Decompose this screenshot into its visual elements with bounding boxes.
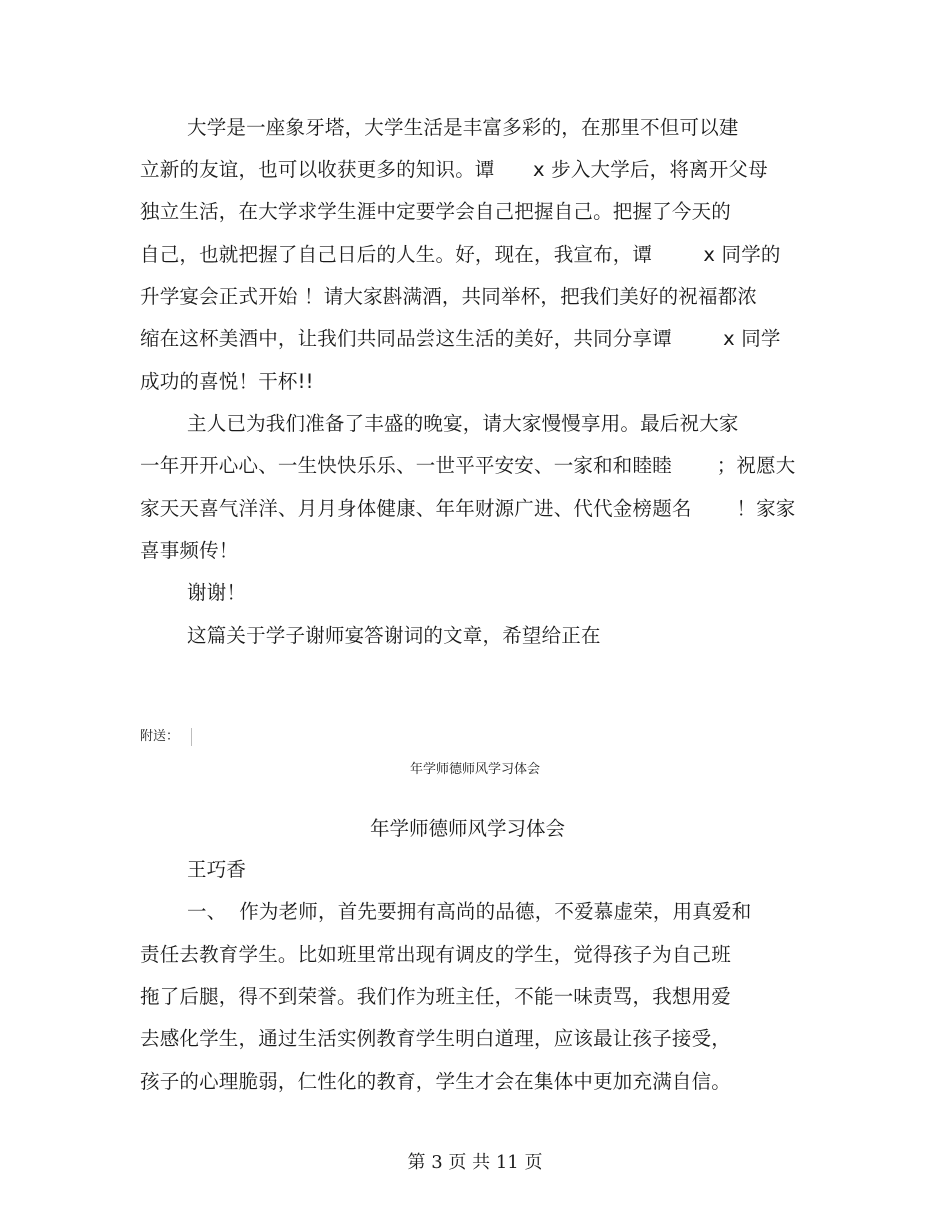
- body-text-line: 一年开开心心、一生快快乐乐、一世平平安安、一家和和睦睦 ；祝愿大: [140, 454, 796, 477]
- body-text-line: 家天天喜气洋洋、月月身体健康、年年财源广进、代代金榜题名 ！家家: [140, 497, 796, 520]
- appendix-title: 年学师德师风学习体会: [369, 817, 565, 840]
- body-text-line: 主人已为我们准备了丰盛的晚宴，请大家慢慢享用。最后祝大家: [187, 412, 739, 435]
- body-text-line: 缩在这杯美酒中，让我们共同品尝这生活的美好，共同分享谭 x 同学: [140, 327, 781, 350]
- body-text-line: 孩子的心理脆弱，仁性化的教育，学生才会在集体中更加充满自信。: [140, 1070, 732, 1093]
- body-text-line: 升学宴会正式开始 ！请大家斟满酒，共同举杯，把我们美好的祝福都浓: [140, 285, 758, 308]
- body-text-line: 一、 作为老师，首先要拥有高尚的品德，不爱慕虚荣，用真爱和: [187, 900, 752, 923]
- appendix-small-title: 年学师德师风学习体会: [409, 762, 540, 777]
- body-text-line: 责任去教育学生。比如班里常出现有调皮的学生，觉得孩子为自己班: [140, 943, 732, 966]
- body-text-line: 自己，也就把握了自己日后的人生。好，现在，我宣布，谭 x 同学的: [140, 243, 781, 266]
- body-text-line: 喜事频传！: [140, 539, 239, 562]
- page-number-footer: 第 3 页 共 11 页: [407, 1152, 543, 1173]
- body-text-line: 拖了后腿，得不到荣誉。我们作为班主任，不能一味责骂，我想用爱: [140, 985, 732, 1008]
- closing-line: 这篇关于学子谢师宴答谢词的文章，希望给正在: [187, 624, 601, 647]
- body-text-line: 成功的喜悦！干杯!!: [140, 370, 314, 393]
- body-text-line: 立新的友谊，也可以收获更多的知识。谭 x 步入大学后，将离开父母: [140, 158, 768, 181]
- thanks-line: 谢谢！: [187, 581, 247, 604]
- author-name: 王巧香: [187, 858, 247, 881]
- body-text-line: 去感化学生，通过生活实例教育学生明白道理，应该最让孩子接受，: [140, 1027, 732, 1050]
- appendix-label: 附送：: [140, 728, 192, 746]
- body-text-line: 大学是一座象牙塔，大学生活是丰富多彩的，在那里不但可以建: [187, 116, 739, 139]
- body-text-line: 独立生活，在大学求学生涯中定要学会自己把握自己。把握了今天的: [140, 200, 732, 223]
